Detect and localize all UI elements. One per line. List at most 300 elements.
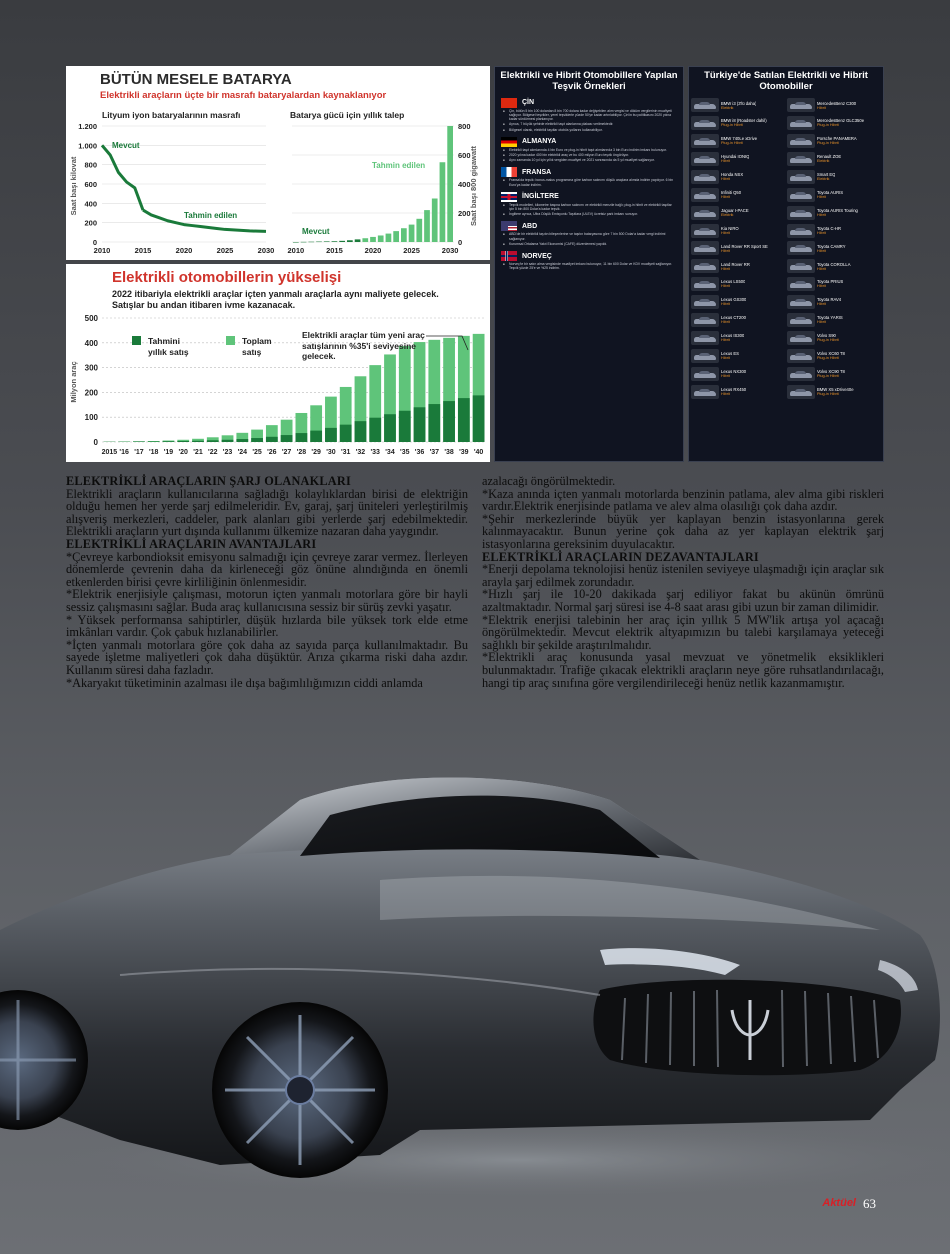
car-powertrain: Hibrit <box>817 320 826 325</box>
car-item <box>691 365 785 382</box>
car-item <box>691 151 785 168</box>
car-thumbnail-icon <box>787 259 815 273</box>
incentive-list <box>495 95 683 273</box>
car-item <box>787 204 881 221</box>
car-item <box>787 97 881 114</box>
car-powertrain: Plug-in Hibrit <box>817 123 839 128</box>
bar-annual-18 <box>369 418 381 442</box>
car-powertrain: Plug-in Hibrit <box>817 338 839 343</box>
car-thumbnail-icon <box>787 241 815 255</box>
car-item <box>691 312 785 329</box>
bar-2011 <box>301 242 307 243</box>
x-tick-label: '38 <box>444 449 454 456</box>
ev-rise-infographic <box>66 264 490 462</box>
car-name: Honda NSX <box>721 172 744 178</box>
car-powertrain: Hibrit <box>721 194 730 199</box>
car-name: Lexus IS300 <box>721 333 745 339</box>
car-name: Toyota COROLLA <box>817 261 851 267</box>
incentive-bullet: ● Fransa'da teşvik: bonus-malus programına göre karbon salınımı düşük araçlara alımda indirim yapılıyor. 6 bin Euro'ya kadar indirim. <box>501 178 677 186</box>
car-thumbnail-icon <box>787 349 815 363</box>
x-tick-label: '36 <box>414 449 425 456</box>
incentive-section-no <box>495 248 683 272</box>
car-powertrain: Hibrit <box>817 284 826 289</box>
x-tick-label: 2020 <box>175 246 193 255</box>
bar-2026 <box>416 219 422 242</box>
x-tick-label: 2030 <box>257 246 275 255</box>
car-name: Renault ZOE <box>817 154 842 160</box>
car-name: Toyota YARIS <box>817 315 843 321</box>
incentive-bullet: ● Teşvik modelleri, kilometre başına karbon salınımı ve elektrikli menzile bağlı; plug-in hibrit ve elektrikli taşıtlar için 5 bin 800 Dolar'a kadar teşvik. <box>501 203 677 211</box>
car-powertrain: Hibrit <box>721 356 730 360</box>
car-thumbnail-icon <box>787 98 815 112</box>
bar-2016 <box>339 241 345 242</box>
car-item <box>691 240 785 257</box>
car-item <box>691 222 785 239</box>
car-thumbnail-icon <box>787 224 815 238</box>
car-thumbnail-icon <box>787 295 815 309</box>
legend-label-annual: yıllık satış <box>148 347 189 357</box>
incentive-bullet: ● Çin, bütün 5 bin 100 dolardan 8 bin 700 dolara kadar değişebilen alım vergisi ve döküm vergilerinin muafiyeti sağlıyor. Bölgesel teşvikler, yerel teşviklerle yüzde 50'ye kadar artırılabiliyor. Çin'in bu politikasını 2020 yılına kadar sürdürmesi planlanıyor. <box>501 109 677 122</box>
bar-annual-21 <box>414 407 426 442</box>
car-powertrain: Plug-in Hibrit <box>817 356 839 360</box>
car-item <box>787 186 881 203</box>
car-name: Toyota RAV4 <box>817 297 842 303</box>
x-tick-label: '34 <box>385 449 395 456</box>
car-powertrain: Hibrit <box>721 230 730 235</box>
car-item <box>787 151 881 168</box>
bar-annual-14 <box>310 431 322 442</box>
car-name: Lexus ES <box>721 351 739 356</box>
x-tick-label: '26 <box>267 449 277 456</box>
x-tick-label: '24 <box>237 449 248 456</box>
paragraph: *Elektrikli araç konusunda yasal mevzuat ve yönetmelik eksiklikleri bulunmaktadır. Trafiğe çıkacak elektrikli araçların neye göre ruhsatlandırılacağı, hangi tip araç sınıfına göre vergilendirileceği henüz netlik kazanmamıştır. <box>482 650 884 690</box>
x-tick-label: '31 <box>340 449 351 456</box>
car-thumbnail-icon <box>691 349 719 363</box>
car-name: BMW i3 (3'lü daha) <box>721 100 757 106</box>
x-tick-label: '20 <box>178 449 188 456</box>
car-thumbnail-icon <box>787 170 815 184</box>
car-thumbnail-icon <box>691 206 719 220</box>
bar-2028 <box>432 199 438 243</box>
series-label-forecast: Tahmin edilen <box>184 211 238 220</box>
flag-cn-icon <box>501 98 517 108</box>
incentive-bullet: ● Norveç'te bir satın alma vergisinde muafiyet imkanı bulunuyor, 11 bin 600 Dolar ve KDV muafiyeti sağlanıyor. Teşvik yüzde 25'e ve %25 indirim. <box>501 262 677 270</box>
x-tick-label: 2030 <box>441 246 459 255</box>
legend-label-total: Toplam <box>242 336 272 346</box>
bar-2014 <box>324 241 330 242</box>
car-powertrain: Hibrit <box>721 302 730 307</box>
car-item <box>787 276 881 293</box>
car-powertrain: Elektrik <box>721 105 734 110</box>
car-name: Infiniti Q50 <box>721 189 742 195</box>
x-tick-label: '39 <box>459 449 469 456</box>
bar-annual-12 <box>281 435 293 442</box>
incentive-section-title <box>501 167 677 177</box>
car-name: Volvo XC90 T8 <box>817 368 845 374</box>
car-item <box>787 383 881 400</box>
x-tick-label: 2015 <box>101 449 118 456</box>
car-item <box>691 276 785 293</box>
section-heading: ELEKTRİKLİ ARAÇLARIN AVANTAJLARI <box>66 536 317 551</box>
car-item <box>787 222 881 239</box>
car-name: Smart EQ <box>817 172 836 178</box>
flag-fr-icon <box>501 167 517 177</box>
cars-panel <box>688 66 884 462</box>
series-label-current: Mevcut <box>112 141 140 150</box>
car-thumbnail-icon <box>787 277 815 291</box>
y-tick-label: 100 <box>84 413 98 423</box>
cars-grid <box>689 97 883 400</box>
car-name: Lexus RX450 <box>721 386 747 392</box>
car-powertrain: Hibrit <box>721 159 730 164</box>
incentive-section-title <box>501 251 677 261</box>
paragraph: azalacağı öngörülmektedir. <box>482 474 616 488</box>
y-axis-label: Milyon araç <box>69 361 78 403</box>
bar-annual-22 <box>428 404 440 442</box>
car-powertrain: Hibrit <box>721 177 730 182</box>
x-tick-label: '35 <box>400 449 410 456</box>
car-item <box>787 133 881 150</box>
car-item <box>787 365 881 382</box>
car-powertrain: Plug-in Hibrit <box>721 141 743 146</box>
car-name: Toyota AURIS <box>817 189 844 195</box>
car-thumbnail-icon <box>691 331 719 345</box>
paragraph: *Kaza anında içten yanmalı motorlarda benzinin patlama, alev alma gibi riskleri vardır.Elektrik enerjisinde patlama ve alev alma olasılığı çok daha azdır. <box>482 486 884 514</box>
car-name: Jaguar I-PACE <box>721 207 749 213</box>
car-thumbnail-icon <box>787 367 815 381</box>
x-tick-label: '32 <box>355 449 366 456</box>
x-tick-label: '27 <box>281 449 292 456</box>
bar-annual-25 <box>473 395 485 442</box>
country-name: İNGİLTERE <box>522 193 559 201</box>
car-thumbnail-icon <box>787 188 815 202</box>
car-thumbnail-icon <box>691 313 719 327</box>
car-thumbnail-icon <box>691 170 719 184</box>
car-thumbnail-icon <box>691 188 719 202</box>
bar-2013 <box>316 242 322 243</box>
car-thumbnail-icon <box>787 385 815 399</box>
car-thumbnail-icon <box>691 152 719 166</box>
bar-2010 <box>293 242 299 243</box>
car-item <box>691 186 785 203</box>
y-tick-label: 200 <box>84 388 98 398</box>
battery-subtitle: Elektrikli araçların üçte bir masrafı bataryalardan kaynaklanıyor <box>100 90 387 101</box>
bar-annual-17 <box>355 421 367 442</box>
car-powertrain: Hibrit <box>721 373 730 378</box>
battery-title: BÜTÜN MESELE BATARYA <box>100 71 292 88</box>
car-item <box>787 294 881 311</box>
car-thumbnail-icon <box>691 259 719 273</box>
car-thumbnail-icon <box>691 277 719 291</box>
incentive-section-title <box>501 137 677 147</box>
bar-annual-11 <box>266 437 278 442</box>
car-item <box>787 347 881 364</box>
x-tick-label: '16 <box>119 449 129 456</box>
car-name: Toyota CAMRY <box>817 243 846 249</box>
section-heading: ELEKTRİKLİ ARAÇLARIN DEZAVANTAJLARI <box>482 549 759 564</box>
car-name: Hyundai IONIQ <box>721 154 750 160</box>
car-thumbnail-icon <box>691 367 719 381</box>
car-powertrain: Hibrit <box>817 194 826 199</box>
rise-title: Elektrikli otomobillerin yükselişi <box>112 269 342 286</box>
page-number: 63 <box>863 1196 876 1211</box>
y-axis-label: Saat başı kilovat <box>69 156 78 216</box>
paragraph: *Akaryakıt tüketiminin azalması ile dışa bağımlılığımızın ciddi anlamda <box>66 675 423 690</box>
incentive-bullet: ● Elektrikli taşıt alımlarında 4 bin Euro ve plug-in hibrit taşıt alımlarında 3 bin Euro indirim imkanı bulunuyor. <box>501 148 677 152</box>
bar-annual-6 <box>192 441 204 442</box>
car-item <box>691 115 785 132</box>
car-name: Lexus LS500 <box>721 279 746 285</box>
y-tick-label: 600 <box>458 151 471 160</box>
bar-2024 <box>401 228 407 242</box>
car-powertrain: Hibrit <box>817 248 826 253</box>
paragraph: *Elektrik enerjisiyle çalışması, motorun içten yanmalı motorlara göre bir hayli sessiz çalışmasını sağlar. Buda araç kullanıcısına sessiz bir sürüş zevki yaşatır. <box>66 587 468 614</box>
country-name: ABD <box>522 222 538 230</box>
bar-annual-19 <box>384 414 396 442</box>
battery-infographic <box>66 66 490 260</box>
annotation-forecast: Tahmin edilen <box>372 161 426 170</box>
bar-2018 <box>355 239 361 242</box>
car-thumbnail-icon <box>691 224 719 238</box>
y-tick-label: 200 <box>458 209 471 218</box>
incentive-bullet: ● İngiltere ayrıca, Ultra Düşük Emisyonlu Taşıtlara (ULEV) ücretsiz park imkanı sunuyor. <box>501 212 677 216</box>
car-item <box>787 312 881 329</box>
bar-annual-10 <box>251 438 263 442</box>
car-name: BMW 740Le xDrive <box>721 136 758 142</box>
y-tick-label: 400 <box>84 199 97 209</box>
paragraph: *İçten yanmalı motorlara göre çok daha az sayıda parça kullanılmaktadır. Bu sayede işletme maliyetleri çok daha düşüktür. Arıza çıkarma riski daha azdır. Kullanım süresi daha fazladır. <box>66 637 468 677</box>
incentive-bullet: ● 2020 yılına kadar 400 bin elektrikli araç ve bu 400 milyon Euro teşvik öngörüyor. <box>501 153 677 157</box>
car-thumbnail-icon <box>787 116 815 130</box>
cars-title: Türkiye'de Satılan Elektrikli ve Hibrit Otomobiller <box>704 70 868 92</box>
car-powertrain: Hibrit <box>721 284 730 289</box>
car-photo <box>0 760 950 1200</box>
car-powertrain: Hibrit <box>721 248 730 253</box>
y-tick-label: 0 <box>458 238 463 247</box>
car-item <box>691 347 785 364</box>
car-powertrain: Hibrit <box>721 320 730 325</box>
bar-annual-5 <box>177 441 189 442</box>
x-tick-label: '17 <box>134 449 144 456</box>
bar-2025 <box>409 225 415 242</box>
car-powertrain: Elektrik <box>721 212 734 217</box>
car-item <box>691 258 785 275</box>
car-thumbnail-icon <box>787 206 815 220</box>
x-tick-label: '25 <box>252 449 262 456</box>
bar-2019 <box>362 238 368 242</box>
car-item <box>691 97 785 114</box>
paragraph: *Hızlı şarj ile 10-20 dakikada şarj ediliyor fakat bu akünün ömrünü azaltmaktadır. Normal şarj süresi ise 4-8 saat arası gibi uzun bir zaman dilimidir. <box>482 587 884 614</box>
car-item <box>787 329 881 346</box>
incentive-section-us <box>495 218 683 248</box>
car-item <box>787 168 881 185</box>
bar-2012 <box>308 242 314 243</box>
x-tick-label: 2025 <box>403 246 420 255</box>
x-tick-label: '19 <box>163 449 174 456</box>
car-item <box>691 383 785 400</box>
incentive-panel <box>494 66 684 462</box>
car-item <box>691 329 785 346</box>
car-thumbnail-icon <box>691 116 719 130</box>
legend-swatch-annual <box>132 336 141 345</box>
rise-subtitle: 2022 itibariyla elektrikli araçlar içten yanmalı araçlarla aynı maliyete gelecek. Satışlar bu andan itibaren ivme kazanacak. <box>112 289 439 310</box>
car-item <box>787 258 881 275</box>
y-tick-label: 600 <box>84 180 97 189</box>
bar-annual-9 <box>236 439 248 442</box>
car-item <box>691 133 785 150</box>
incentive-section-title <box>501 98 677 108</box>
car-thumbnail-icon <box>787 134 815 148</box>
car-item <box>787 240 881 257</box>
incentive-section-cn <box>495 95 683 134</box>
x-tick-label: 2010 <box>287 246 305 255</box>
bar-annual-20 <box>399 411 411 442</box>
x-tick-label: '29 <box>311 449 321 456</box>
car-name: Land Rover RR Sport SE <box>721 243 768 249</box>
car-thumbnail-icon <box>691 98 719 112</box>
flag-uk-icon <box>501 192 517 202</box>
car-name: MercedesBenz GLC350e <box>817 118 865 124</box>
car-powertrain: Hibrit <box>817 266 826 271</box>
ev-rise-chart <box>66 264 490 462</box>
x-tick-label: '22 <box>208 449 218 456</box>
car-powertrain: Elektrik <box>817 177 830 182</box>
car-powertrain: Hibrit <box>721 338 730 343</box>
car-powertrain: Hibrit <box>817 302 826 307</box>
car-name: Land Rover RR <box>721 261 750 267</box>
incentive-bullet: ● Bölgesel olarak, elektrikli taşıtlar otobüs yollarını kullanabiliyor. <box>501 128 677 132</box>
car-name: Volvo S90 <box>817 333 836 339</box>
y-tick-label: 500 <box>84 314 98 323</box>
x-tick-label: '33 <box>370 449 380 456</box>
flag-no-icon <box>501 251 517 261</box>
x-tick-label: '40 <box>473 449 484 456</box>
incentive-bullet: ● Ayrıca, 7 büyük şehirde elektrikli taşıt alanlarına plakası verilmektedir. <box>501 122 677 126</box>
car-powertrain: Plug-in Hibrit <box>817 373 839 378</box>
article-column-right <box>482 475 884 689</box>
bar-annual-8 <box>222 440 234 442</box>
x-tick-label: '21 <box>193 449 203 456</box>
bar-2027 <box>424 210 430 242</box>
bar-2030 <box>447 126 453 242</box>
incentive-section-de <box>495 134 683 165</box>
car-item <box>787 115 881 132</box>
incentive-bullet: ● Kurumsal Ortalama Yakıt Ekonomisi (CAFE) düzenlemesi yapıldı. <box>501 242 677 246</box>
rise-annotation: Elektrikli araçlar tüm yeni araç satışlarının %35'i seviyesine gelecek. <box>302 330 425 361</box>
car-name: Porsche PANAMERA <box>817 136 857 142</box>
car-item <box>691 168 785 185</box>
car-name: Lexus GS300 <box>721 297 747 303</box>
chart-title-battery-demand: Batarya gücü için yıllık talep <box>290 110 405 120</box>
chart-title-battery-cost: Lityum iyon bataryalarının masrafı <box>102 110 241 120</box>
incentive-title: Elektrikli ve Hibrit Otomobillere Yapılan Teşvik Örnekleri <box>500 70 678 92</box>
car-powertrain: Elektrik <box>817 159 830 164</box>
x-tick-label: '37 <box>429 449 440 456</box>
incentive-section-title <box>501 192 677 202</box>
car-name: Lexus CT200 <box>721 315 746 321</box>
section-heading: ELEKTRİKLİ ARAÇLARIN ŞARJ OLANAKLARI <box>66 474 351 488</box>
x-tick-label: 2025 <box>216 246 234 255</box>
y-tick-label: 400 <box>84 338 98 348</box>
x-tick-label: '18 <box>148 449 159 456</box>
paragraph: *Çevreye karbondioksit emisyonu salmadığı için çevreye zarar vermez. İlerleyen dönemlerde çevrenin daha da kirleneceği göz önüne alındığında en önemli etkenlerden birisi çevre kirliliğinin önlenmesidir. <box>66 549 468 589</box>
car-name: Kia NIRO <box>721 225 739 231</box>
bar-2021 <box>378 235 384 242</box>
paragraph: *Elektrik enerjisi talebinin her araç için yıllık 5 MW'lik artışa yol açacağı öngörülmektedir. Mevcut elektrik altyapımızın bu talebi karşılamaya yeteceği sağlıklı bir şekilde araştırılmalıdır. <box>482 612 884 652</box>
car-thumbnail-icon <box>691 134 719 148</box>
paragraph: *Enerji depolama teknolojisi henüz istenilen seviyeye ulaşmadığı için araçlar sık arayla şarj edilmek zorundadır. <box>482 562 884 589</box>
flag-de-icon <box>501 137 517 147</box>
bar-2022 <box>386 234 392 242</box>
y-axis-label-demand: Saat başı 800 gigawatt <box>469 145 478 227</box>
country-name: NORVEÇ <box>522 252 552 260</box>
car-thumbnail-icon <box>787 331 815 345</box>
y-tick-label: 1.000 <box>78 141 97 151</box>
car-name: Volvo XC60 T8 <box>817 351 845 356</box>
y-tick-label: 200 <box>84 218 97 228</box>
car-item <box>691 294 785 311</box>
flag-us-icon <box>501 221 517 231</box>
bar-annual-24 <box>458 398 470 442</box>
x-tick-label: 2015 <box>134 246 152 255</box>
y-tick-label: 0 <box>93 438 98 447</box>
incentive-section-uk <box>495 189 683 219</box>
paragraph: *Şehir merkezlerinde büyük yer kaplayan benzin istasyonlarına gerek kalınmayacaktır. Bunun yerine çok daha az yer kaplayan elektrik şarj istasyonlarına gereksinim duyulacaktır. <box>482 511 884 551</box>
bar-annual-13 <box>296 433 308 442</box>
x-tick-label: 2010 <box>93 246 111 255</box>
bar-annual-4 <box>163 441 175 442</box>
incentive-section-fr <box>495 164 683 188</box>
incentive-section-title <box>501 221 677 231</box>
paragraph: Elektrikli araçların kullanıcılarına sağladığı kolaylıklardan birisi de elektriğin olduğu hemen her yerde şarj edilmeleridir. Ev, garaj, şarj üniteleri yerleştirilmiş alışveriş merkezleri, caddeler, park alanları gibi yerlerde şarj edebilmektedir. Elektrikli araçların yurt dışında kullanımı ülkemize nazaran daha yaygındır. <box>66 486 468 539</box>
y-tick-label: 800 <box>458 122 471 131</box>
paragraph: * Yüksek performansa sahiptirler, düşük hızlarda bile yüksek tork elde etme imkânları vardır. Çok çabuk hızlanabilirler. <box>66 612 468 640</box>
country-name: FRANSA <box>522 168 552 176</box>
x-tick-label: '28 <box>296 449 307 456</box>
car-powertrain: Plug-in Hibrit <box>817 391 839 396</box>
car-powertrain: Hibrit <box>817 230 826 235</box>
car-powertrain: Plug-in Hibrit <box>817 141 839 146</box>
car-powertrain: Plug-in Hibrit <box>721 123 743 128</box>
incentive-bullet: ● Aynı zamanda 10 yıl için yıllık vergiden muafiyet ve 2021 sonrasında da 5 yıl muafiyet sağlanıyor. <box>501 158 677 162</box>
car-powertrain: Hibrit <box>721 266 730 271</box>
legend-label-annual: Tahmini <box>148 336 180 346</box>
bar-annual-16 <box>340 425 352 442</box>
annotation-current: Mevcut <box>302 227 330 236</box>
bar-2023 <box>393 231 399 242</box>
article-column-left <box>66 475 468 689</box>
bar-annual-15 <box>325 428 337 442</box>
car-name: Toyota AURIS Touring <box>817 207 858 213</box>
bar-annual-7 <box>207 440 219 442</box>
x-tick-label: '23 <box>222 449 233 456</box>
car-thumbnail-icon <box>691 385 719 399</box>
car-item <box>691 204 785 221</box>
car-name: BMW X5 xDrive40e <box>817 386 854 392</box>
country-name: ÇİN <box>522 99 535 107</box>
bar-annual-23 <box>443 401 455 442</box>
car-thumbnail-icon <box>691 241 719 255</box>
car-name: BMW i8 (Roadster dahil) <box>721 118 767 124</box>
y-tick-label: 300 <box>84 363 98 373</box>
bar-2017 <box>347 240 353 242</box>
y-tick-label: 1.200 <box>78 122 97 131</box>
car-thumbnail-icon <box>787 152 815 166</box>
legend-label-total: satış <box>242 347 262 357</box>
incentive-bullet: ● ABD'de bir elektrikli taşıtın bileşenlerine ve taşıtın bataryasına göre 7 bin 500 Dolar'a kadar vergi indirimi sağlanıyor. <box>501 232 677 240</box>
car-powertrain: Hibrit <box>817 212 826 217</box>
car-thumbnail-icon <box>691 295 719 309</box>
